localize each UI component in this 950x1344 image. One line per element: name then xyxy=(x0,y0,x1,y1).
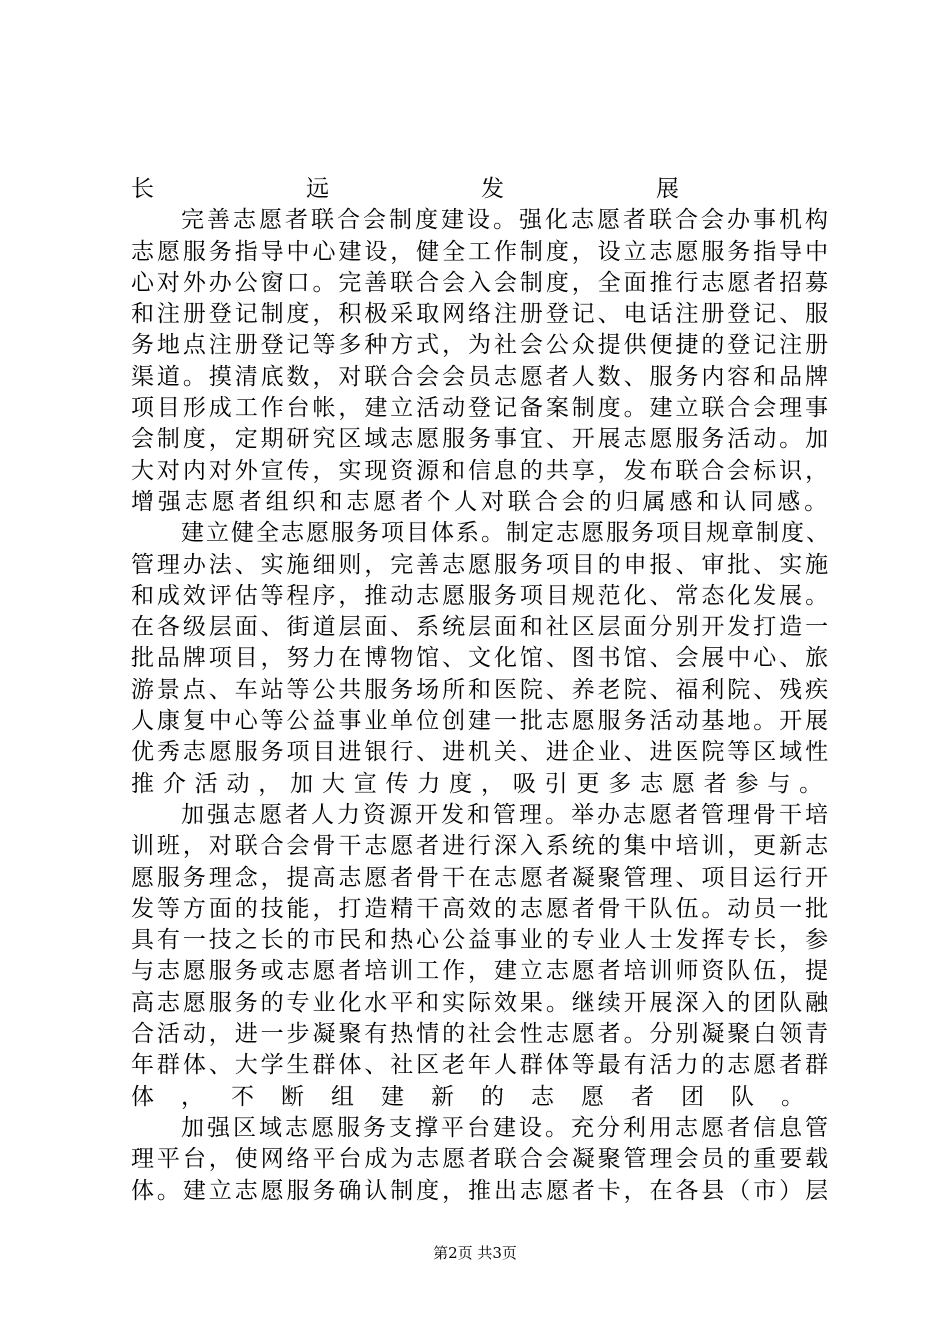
text-line: 合活动，进一步凝聚有热情的社会性志愿者。分别凝聚白领青 xyxy=(131,1021,832,1048)
text-line: 体，不断组建新的志愿者团队。 xyxy=(131,1083,831,1110)
paragraph-first-line: 完善志愿者联合会制度建设。强化志愿者联合会办事机构 xyxy=(181,207,831,234)
text-line: 人康复中心等公益事业单位创建一批志愿服务活动基地。开展 xyxy=(131,708,832,735)
text-line: 与志愿服务或志愿者培训工作，建立志愿者培训师资队伍，提 xyxy=(131,958,832,985)
text-line: 训班，对联合会骨干志愿者进行深入系统的集中培训，更新志 xyxy=(131,833,832,860)
text-line: 渠道。摸清底数，对联合会会员志愿者人数、服务内容和品牌 xyxy=(131,363,832,390)
text-line: 项目形成工作台帐，建立活动登记备案制度。建立联合会理事 xyxy=(131,395,832,422)
text-line: 批品牌项目，努力在博物馆、文化馆、图书馆、会展中心、旅 xyxy=(131,645,832,672)
text-line: 体。建立志愿服务确认制度，推出志愿者卡，在各县（市）层 xyxy=(131,1177,832,1204)
text-line: 增强志愿者组织和志愿者个人对联合会的归属感和认同感。 xyxy=(131,488,831,515)
paragraph-first-line: 加强志愿者人力资源开发和管理。举办志愿者管理骨干培 xyxy=(181,801,831,828)
text-line: 和成效评估等程序，推动志愿服务项目规范化、常态化发展。 xyxy=(131,582,832,609)
text-line: 大对内对外宣传，实现资源和信息的共享，发布联合会标识， xyxy=(131,457,832,484)
text-line: 在各级层面、街道层面、系统层面和社区层面分别开发打造一 xyxy=(131,614,832,641)
text-line: 理平台，使网络平台成为志愿者联合会凝聚管理会员的重要载 xyxy=(131,1146,832,1173)
text-line: 和注册登记制度，积极采取网络注册登记、电话注册登记、服 xyxy=(131,301,832,328)
text-line: 年群体、大学生群体、社区老年人群体等最有活力的志愿者群 xyxy=(131,1052,832,1079)
text-line: 务地点注册登记等多种方式，为社会公众提供便捷的登记注册 xyxy=(131,332,832,359)
text-line: 会制度，定期研究区域志愿服务事宜、开展志愿服务活动。加 xyxy=(131,426,832,453)
paragraph-first-line: 加强区域志愿服务支撑平台建设。充分利用志愿者信息管 xyxy=(181,1114,831,1141)
text-line: 愿服务理念，提高志愿者骨干在志愿者凝聚管理、项目运行开 xyxy=(131,864,832,891)
text-line: 推介活动，加大宣传力度，吸引更多志愿者参与。 xyxy=(131,770,831,797)
text-line: 志愿服务指导中心建设，健全工作制度，设立志愿服务指导中 xyxy=(131,238,832,265)
document-body xyxy=(131,174,831,1207)
text-line: 高志愿服务的专业化水平和实际效果。继续开展深入的团队融 xyxy=(131,989,832,1016)
paragraph-first-line: 建立健全志愿服务项目体系。制定志愿服务项目规章制度、 xyxy=(181,520,831,547)
text-line: 游景点、车站等公共服务场所和医院、养老院、福利院、残疾 xyxy=(131,676,832,703)
text-line: 长远发展 xyxy=(131,176,831,202)
page-number-footer: 第2页 共3页 xyxy=(433,1244,517,1262)
text-line: 管理办法、实施细则，完善志愿服务项目的申报、审批、实施 xyxy=(131,551,832,578)
text-line: 具有一技之长的市民和热心公益事业的专业人士发挥专长，参 xyxy=(131,927,832,954)
text-line: 发等方面的技能，打造精干高效的志愿者骨干队伍。动员一批 xyxy=(131,895,832,922)
text-line: 优秀志愿服务项目进银行、进机关、进企业、进医院等区域性 xyxy=(131,739,832,766)
text-line: 心对外办公窗口。完善联合会入会制度，全面推行志愿者招募 xyxy=(131,269,832,296)
